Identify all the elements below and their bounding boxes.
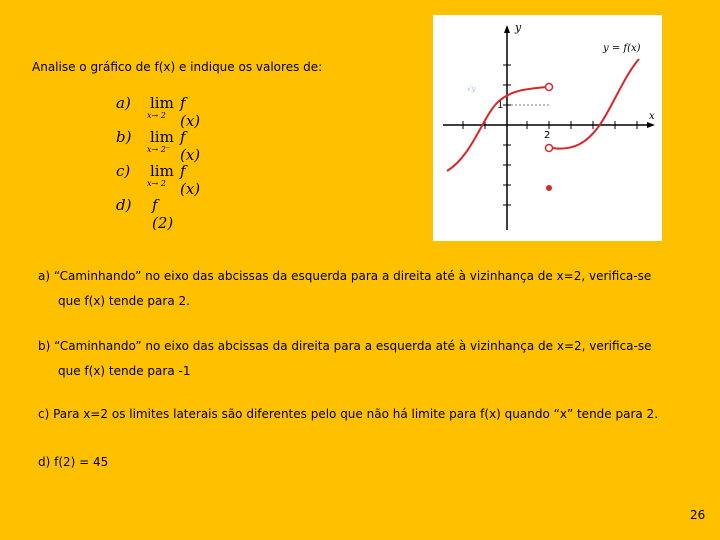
y-axis-arrow — [504, 25, 510, 33]
answer-b-line2: que f(x) tende para -1 — [58, 364, 191, 378]
graph-svg — [433, 15, 662, 241]
function-expr: f (2) — [152, 196, 174, 232]
item-label: c) — [116, 162, 131, 180]
item-label: b) — [116, 128, 132, 146]
function-graph — [433, 15, 662, 241]
answer-a — [38, 264, 658, 314]
page-number: 26 — [690, 508, 706, 522]
lim-symbol: lim — [150, 162, 174, 180]
x-axis-label: x — [649, 111, 655, 122]
open-point-left — [546, 84, 553, 91]
function-expr: f (x) — [180, 162, 201, 198]
open-point-right — [546, 145, 553, 152]
function-expr: f (x) — [180, 94, 201, 130]
curve-right-branch — [552, 59, 639, 149]
answer-b-line1: b) “Caminhando” no eixo das abcissas da direita para a esquerda até à vizinhança de x=2, verifica-se — [38, 339, 652, 353]
lim-subscript: x→ 2 — [147, 111, 166, 120]
filled-point — [546, 185, 552, 191]
function-expr: f (x) — [180, 128, 201, 164]
answer-a-line1: a) “Caminhando” no eixo das abcissas da esquerda para a direita até à vizinhança de x=2, verifica-se — [38, 269, 652, 283]
tick-label-x: 2 — [544, 130, 551, 141]
faint-mark: √y — [467, 85, 476, 93]
lim-subscript: x→ 2⁻ — [147, 145, 171, 154]
lim-subscript: x→ 2 — [147, 179, 166, 188]
lim-symbol: lim — [150, 128, 174, 146]
item-label: d) — [116, 196, 132, 214]
x-axis-arrow — [647, 122, 655, 128]
item-label: a) — [116, 94, 131, 112]
prompt-text: Analise o gráfico de f(x) e indique os valores de: — [32, 60, 323, 74]
y-axis-label: y — [515, 21, 522, 34]
answer-b — [38, 334, 658, 384]
answer-d: d) f(2) = 45 — [38, 455, 109, 469]
answer-c: c) Para x=2 os limites laterais são diferentes pelo que não há limite para f(x) quando “x” tende para 2. — [38, 407, 659, 421]
answer-a-line2: que f(x) tende para 2. — [58, 294, 190, 308]
tick-label-y: 1 — [497, 100, 504, 111]
lim-symbol: lim — [150, 94, 174, 112]
function-label: y = f(x) — [603, 43, 641, 54]
